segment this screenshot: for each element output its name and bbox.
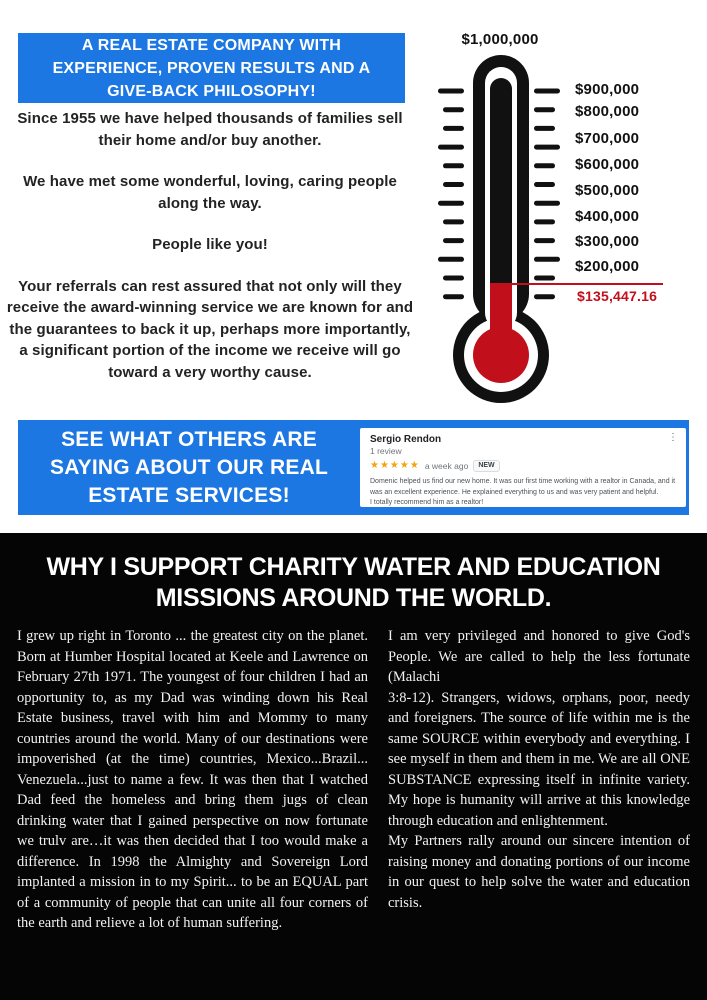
review-text-paragraph: Domenic helped us find our new home. It was our first time working with a realtor in Canada, and it was an excellent experience. He explained everything to us and was very patient and helpful. [370,478,676,496]
reviewer-review-count: 1 review [370,446,402,456]
more-options-icon[interactable]: ⋮ [668,432,678,443]
review-rating-row [370,460,676,472]
review-timestamp: a week ago [424,461,469,471]
charity-paragraph: My Partners rally around our sincere intention of raising money and donating portions of our income in our quest to help solve the water and education crisis. [388,833,690,911]
intro-text-block [4,108,416,403]
thermo-scale-label: $500,000 [575,182,640,199]
star-rating-icon: ★★★★★ [370,460,420,471]
thermo-scale-label: $600,000 [575,156,640,173]
thermo-scale-label: $900,000 [575,81,640,98]
charity-left-column [17,626,368,934]
reviewer-name: Sergio Rendon [370,434,442,445]
top-banner-text: A REAL ESTATE COMPANY WITH EXPERIENCE, PROVEN RESULTS AND A GIVE-BACK PHILOSOPHY! [52,36,371,100]
google-review-card [360,428,686,507]
charity-paragraph: I am very privileged and honored to give God's People. We are called to help the less fortunate (Malachi [388,628,690,685]
intro-paragraph: Since 1955 we have helped thousands of families sell their home and/or buy another. [17,110,403,149]
review-text [370,477,676,509]
thermo-scale-label: $800,000 [575,103,640,120]
thermo-scale-label: $300,000 [575,233,640,250]
charity-paragraph: 3:8-12). Strangers, widows, orphans, poor, needy and foreigners. The source of life within me is the same SOURCE within everybody and everything. I see myself in them and them in me. We are all ONE SUBSTANCE expressing itself in infinite variety. My hope is humanity will arrive at this knowledge through education and enlightenment. [388,689,690,829]
review-text-paragraph: I totally recommend him as a realtor! [370,499,484,506]
charity-section [0,533,707,1000]
thermo-scale-label: $200,000 [575,258,640,275]
charity-right-column [388,626,690,934]
new-badge: NEW [473,460,499,472]
thermo-current-amount: $135,447.16 [577,288,658,304]
thermo-scale-label: $700,000 [575,130,640,147]
intro-paragraph: People like you! [152,236,268,253]
top-banner [18,33,405,103]
reviews-heading: SEE WHAT OTHERS ARE SAYING ABOUT OUR REAL ESTATE SERVICES! [50,427,328,507]
thermo-current-level-line [490,283,663,285]
charity-paragraph: I grew up right in Toronto ... the greatest city on the planet. Born at Humber Hospital located at Keele and Lawrence on February 27th 1971. The youngest of four children I had an opportunity to, as my Dad was winding down his Real Estate business, travel with him and Mommy to many countries around the world. Many of our destinations were impoverished (at the time) countries, Mexico...Brazil... Venezuela...just to name a few. It was then that I watched Dad feed the homeless and bring them jugs of clean drinking water that I gained perspective on now fortunate we trulv are…it was then decided that I too would make a difference. In 1998 the Almighty and Sovereign Lord implanted a mission in to my Spirit... to be an EQUAL part of a community of people that can unite all four corners of the earth and relieve a lot of human suffering. [17,628,368,931]
thermometer-graphic [425,25,575,415]
charity-columns [17,626,690,934]
thermo-scale-label: $400,000 [575,208,640,225]
thermo-goal-label: $1,000,000 [461,31,539,48]
reviews-banner [18,420,689,515]
intro-paragraph: We have met some wonderful, loving, caring people along the way. [23,173,397,212]
charity-heading: WHY I SUPPORT CHARITY WATER AND EDUCATION MISSIONS AROUND THE WORLD. [46,553,661,612]
intro-paragraph: Your referrals can rest assured that not only will they receive the award-winning service we are known for and the guarantees to back it up, perhaps more importantly, a significant portion of the income we receive will go toward a very worthy cause. [6,277,414,381]
